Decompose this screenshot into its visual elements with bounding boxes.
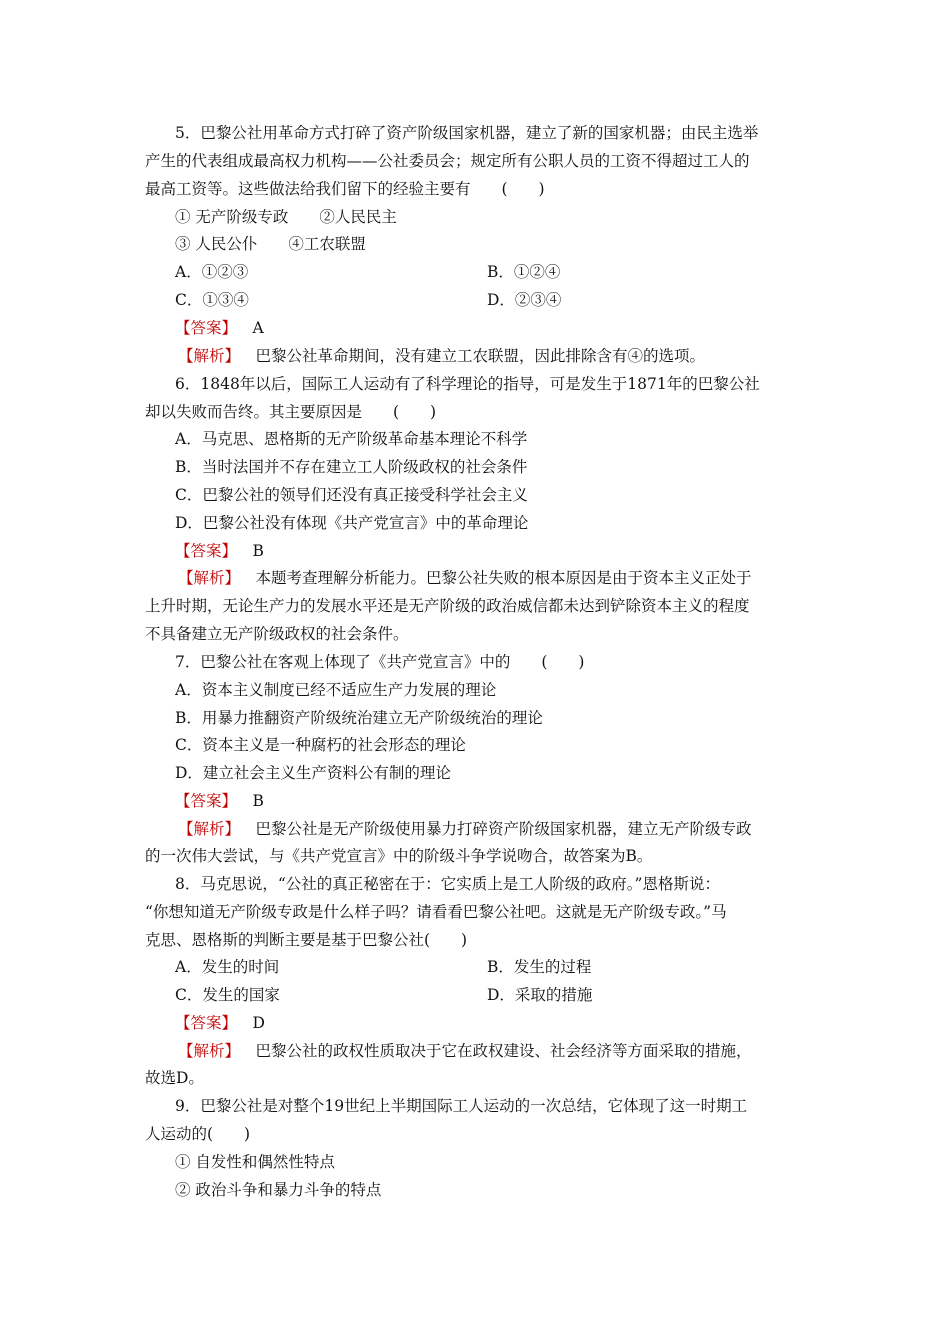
answer-tag: 【答案】	[175, 792, 238, 810]
q6-stem-line: 却以失败而告终。其主要原因是 ( )	[145, 403, 437, 421]
q6-analysis-row	[178, 568, 843, 588]
q7-answer: B	[252, 792, 264, 810]
q9-stem-line: 人运动的( )	[145, 1125, 251, 1143]
q7-analysis-line: 的一次伟大尝试，与《共产党宣言》中的阶级斗争学说吻合，故答案为B。	[145, 847, 653, 865]
q5-option-d: D．②③④	[487, 291, 562, 309]
answer-tag: 【答案】	[175, 542, 238, 560]
q5-stem-line: 最高工资等。这些做法给我们留下的经验主要有 ( )	[145, 180, 545, 198]
q7-option-b: B．用暴力推翻资产阶级统治建立无产阶级统治的理论	[175, 709, 543, 727]
q6-stem-line: 6．1848年以后，国际工人运动有了科学理论的指导，可是发生于1871年的巴黎公社	[175, 375, 760, 393]
q8-option-c: C．发生的国家	[175, 986, 280, 1004]
q6-option-a: A．马克思、恩格斯的无产阶级革命基本理论不科学	[175, 430, 528, 448]
q8-option-b: B．发生的过程	[487, 958, 592, 976]
q7-answer-row	[175, 791, 840, 811]
q8-option-d: D．采取的措施	[487, 986, 593, 1004]
q5-stem-line: 5．巴黎公社用革命方式打碎了资产阶级国家机器，建立了新的国家机器；由民主选举	[175, 124, 759, 142]
q9-item: ② 政治斗争和暴力斗争的特点	[175, 1181, 382, 1199]
q8-analysis-row	[178, 1041, 843, 1061]
q7-stem-line: 7．巴黎公社在客观上体现了《共产党宣言》中的 ( )	[175, 653, 585, 671]
analysis-tag: 【解析】	[178, 569, 241, 587]
q9-item: ① 自发性和偶然性特点	[175, 1153, 335, 1171]
q8-stem-line: “你想知道无产阶级专政是什么样子吗？请看看巴黎公社吧。这就是无产阶级专政。”马	[145, 903, 727, 921]
q6-option-b: B．当时法国并不存在建立工人阶级政权的社会条件	[175, 458, 528, 476]
q7-analysis-text: 巴黎公社是无产阶级使用暴力打碎资产阶级国家机器，建立无产阶级专政	[255, 820, 752, 838]
q6-option-c: C．巴黎公社的领导们还没有真正接受科学社会主义	[175, 486, 528, 504]
q5-item: ① 无产阶级专政 ②人民民主	[175, 208, 397, 226]
q8-analysis-line: 故选D。	[145, 1069, 204, 1087]
answer-tag: 【答案】	[175, 1014, 238, 1032]
q7-analysis-row	[178, 819, 843, 839]
q6-option-d: D．巴黎公社没有体现《共产党宣言》中的革命理论	[175, 514, 529, 532]
q6-answer: B	[252, 542, 264, 560]
answer-tag: 【答案】	[175, 319, 238, 337]
q5-item: ③ 人民公仆 ④工农联盟	[175, 235, 366, 253]
q8-answer: D	[252, 1014, 265, 1032]
analysis-tag: 【解析】	[178, 1042, 241, 1060]
q8-analysis-text: 巴黎公社的政权性质取决于它在政权建设、社会经济等方面采取的措施，	[255, 1042, 752, 1060]
q5-analysis-row	[178, 346, 843, 366]
q6-analysis-text: 本题考查理解分析能力。巴黎公社失败的根本原因是由于资本主义正处于	[255, 569, 752, 587]
q7-option-d: D．建立社会主义生产资料公有制的理论	[175, 764, 451, 782]
q5-analysis-text: 巴黎公社革命期间，没有建立工农联盟，因此排除含有④的选项。	[255, 347, 706, 365]
q8-answer-row	[175, 1013, 840, 1033]
q9-stem-line: 9．巴黎公社是对整个19世纪上半期国际工人运动的一次总结，它体现了这一时期工	[175, 1097, 748, 1115]
analysis-tag: 【解析】	[178, 820, 241, 838]
q5-stem-line: 产生的代表组成最高权力机构——公社委员会；规定所有公职人员的工资不得超过工人的	[145, 152, 750, 170]
q5-option-c: C．①③④	[175, 291, 249, 309]
q5-option-a: A．①②③	[175, 263, 249, 281]
q6-analysis-line: 不具备建立无产阶级政权的社会条件。	[145, 625, 409, 643]
q7-option-c: C．资本主义是一种腐朽的社会形态的理论	[175, 736, 466, 754]
q8-stem-line: 8．马克思说，“公社的真正秘密在于：它实质上是工人阶级的政府。”恩格斯说：	[175, 875, 720, 893]
q5-answer: A	[252, 319, 264, 337]
q5-answer-row	[175, 318, 840, 338]
q6-analysis-line: 上升时期，无论生产力的发展水平还是无产阶级的政治威信都未达到铲除资本主义的程度	[145, 597, 750, 615]
q8-stem-line: 克思、恩格斯的判断主要是基于巴黎公社( )	[145, 931, 468, 949]
q7-option-a: A．资本主义制度已经不适应生产力发展的理论	[175, 681, 497, 699]
q5-option-b: B．①②④	[487, 263, 561, 281]
analysis-tag: 【解析】	[178, 347, 241, 365]
q6-answer-row	[175, 541, 840, 561]
q8-option-a: A．发生的时间	[175, 958, 280, 976]
